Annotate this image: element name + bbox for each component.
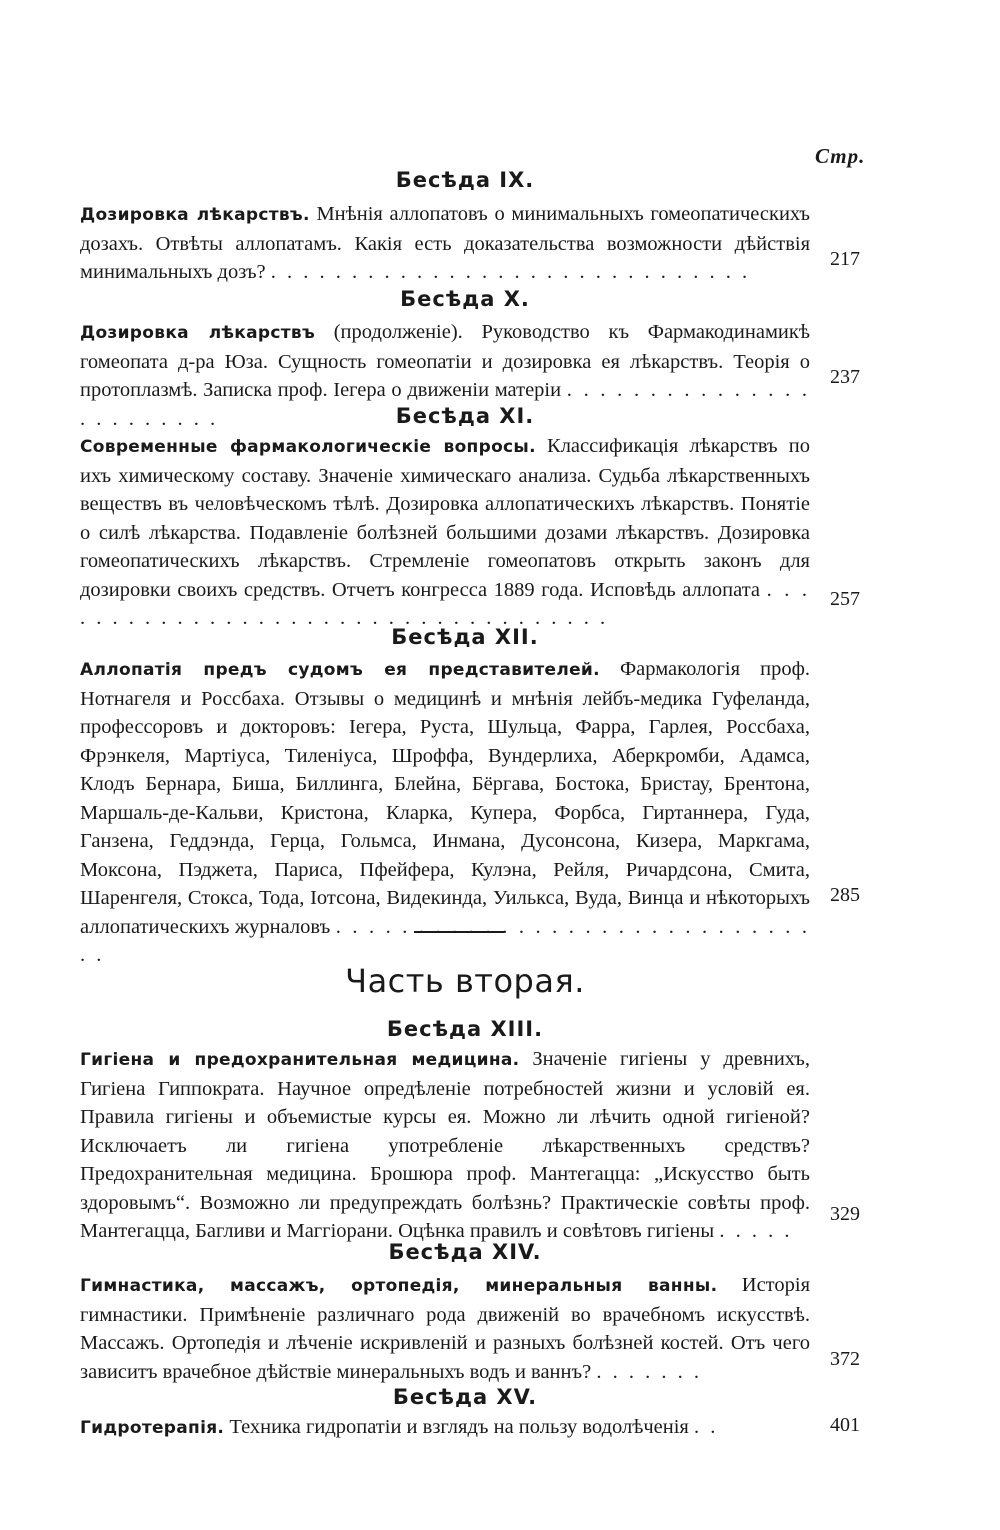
entry-lead: Дозировка лѣкарствъ [80,323,316,343]
entry-dots: . . . . . . . [596,1360,702,1383]
entry-text: Значеніе гигіены у древнихъ, Гигіена Гиппократа. Научное опредѣленіе потребностей жизни и условій ея. Правила гигіены и объемистые курсы ея. Можно ли лѣчить одной гигіеной? Исключаетъ ли гигіена употребленіе лѣкарственныхъ средствъ? Предохранительная медицина. Брошюра проф. Мантегацца: „Искусство быть здоровымъ“. Возможно ли предупреждать болѣзнь? Практическіе совѣты проф. Мантегацца, Багливи и Маггіорани. Оцѣнка правилъ и совѣтовъ гигіены [80,1048,810,1242]
section-heading-x: Бесѣда X. [400,287,530,311]
page-number: 257 [830,588,860,610]
section-heading-xi: Бесѣда XI. [395,404,535,428]
entry-dots: . . . . . . . . . . . . . . . . . . . . . . . . . . . . . . [270,261,751,283]
page-number: 237 [830,366,860,388]
section-entry-xiv [80,1271,810,1386]
entry-text: Техника гидропатіи и взглядъ на пользу водолѣченія [229,1416,689,1438]
entry-text: Фармакологія проф. Нотнагеля и Россбаха. Отзывы о медицинѣ и мнѣнія лейбъ-медика Гуфеланда, профессоровъ и докторовъ: Іегера, Руста, Шульца, Фарра, Гарлея, Россбаха, Фрэнкеля, Мартіуса, Тиленіуса, Шроффа, Вундерлиха, Аберкромби, Адамса, Клодъ Бернара, Биша, Биллинга, Блейна, Бёргава, Бостока, Бристау, Брентона, Маршаль-де-Кальви, Кристона, Кларка, Купера, Форбса, Гиртаннера, Гуда, Ганзена, Геддэнда, Герца, Гольмса, Инмана, Дусонсона, Кизера, Маркгама, Моксона, Пэджета, Париса, Пфейфера, Кулэна, Рейля, Ричардсона, Смита, Шаренгеля, Стокса, Тода, Іотсона, Видекинда, Уилькса, Вуда, Винца и нѣкоторыхъ аллопатическихъ журналовъ [80,658,811,938]
entry-lead: Дозировка лѣкарствъ. [80,205,310,225]
section-heading-xiv: Бесѣда XIV. [388,1240,542,1264]
section-entry-xv [80,1413,810,1443]
section-heading-xiii: Бесѣда XIII. [386,1017,544,1041]
entry-lead: Гидротерапія. [80,1418,225,1438]
entry-text: Мнѣнія аллопатовъ о минимальныхъ гомеопатическихъ дозахъ. Отвѣты аллопатамъ. Какія есть доказательства возможности дѣйствія минимальныхъ дозъ? [80,203,810,283]
entry-lead: Аллопатія предъ судомъ ея представителей. [80,660,600,680]
section-entry-ix [80,200,810,287]
divider-rule [414,931,504,933]
entry-lead: Современные фармакологическіе вопросы. [80,437,536,457]
entry-lead: Гигіена и предохранительная медицина. [80,1050,520,1070]
entry-dots: . . . . . . . . . . . . . . . . . . . . . . . . . . . . . . . [80,915,811,966]
entry-text: Классификація лѣкарствъ по ихъ химическому составу. Значеніе химическаго анализа. Судьба лѣкарственныхъ веществъ въ человѣческомъ тѣлѣ. Дозировка аллопатическихъ лѣкарствъ. Понятіе о силѣ лѣкарства. Подавленіе болѣзней большими дозами лѣкарствъ. Дозировка гомеопатическихъ лѣкарствъ. Стремленіе гомеопатовъ открыть законъ для дозировки своихъ средствъ. Отчетъ конгресса 1889 года. Исповѣдь аллопата [80,435,810,601]
section-heading-ix: Бесѣда IX. [395,168,535,192]
page-number: 329 [830,1203,860,1225]
entry-text: (продолженіе). Руководство къ Фармакодинамикѣ гомеопата д-ра Юза. Сущность гомеопатіи и дозировка ея лѣкарствъ. Теорія о протоплазмѣ. Записка проф. Іегера о движеніи матеріи [80,321,810,401]
section-entry-xi [80,432,810,633]
entry-dots: . . . . . [719,1220,793,1242]
section-entry-xii [80,655,810,970]
section-heading-xv: Бесѣда XV. [392,1385,538,1409]
entry-dots: . . . . . . . . . . . . . . . . . . . . . . . . [80,379,811,430]
entry-dots: . . . . . . . . . . . . . . . . . . . . . . . . . . . . . . . . . . . . [80,578,810,629]
entry-text: Исторія гимнастики. Примѣненіе различнаго рода движеній во врачебномъ искусствѣ. Массажъ. Ортопедія и лѣченіе искривленій и разныхъ болѣзней костей. Отъ чего зависитъ врачебное дѣйствіе минеральныхъ водъ и ваннъ? [80,1274,810,1383]
section-heading-xii: Бесѣда XII. [391,625,539,649]
page-number: 372 [830,1348,860,1370]
section-entry-xiii [80,1045,810,1246]
entry-lead: Гимнастика, массажъ, ортопедія, минеральныя ванны. [80,1276,718,1296]
entry-dots: . . [693,1416,719,1438]
page-number: 217 [830,248,860,270]
part-title: Часть вторая. [345,962,585,1000]
page-number: 401 [830,1414,860,1436]
page-column-label: Стр. [815,144,866,168]
page-number: 285 [830,884,860,906]
